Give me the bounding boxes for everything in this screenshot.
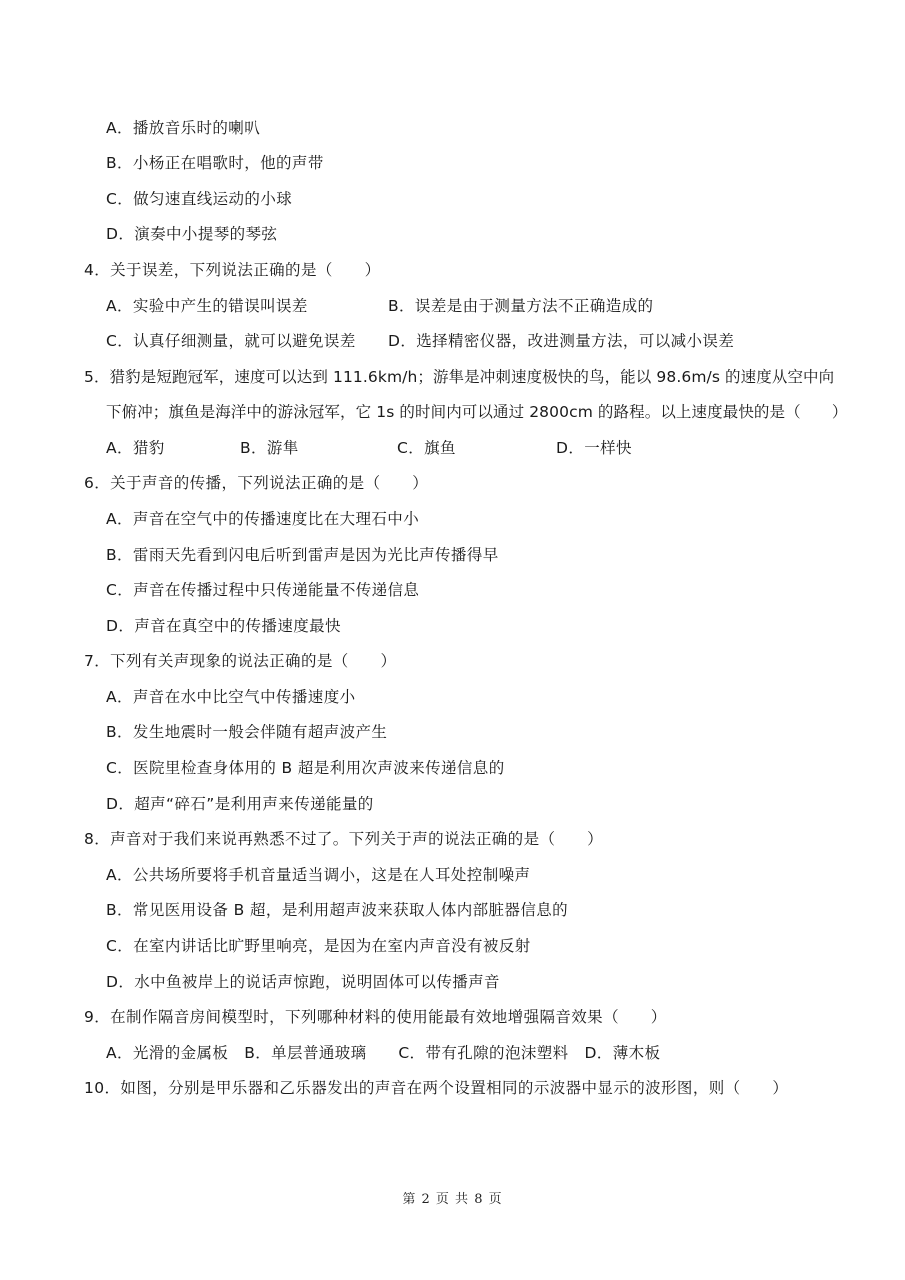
- q8-stem: 8．声音对于我们来说再熟悉不过了。下列关于声的说法正确的是（ ）: [84, 830, 604, 848]
- q6-stem: 6．关于声音的传播，下列说法正确的是（ ）: [84, 474, 429, 492]
- q4-option-c: C．认真仔细测量，就可以避免误差: [106, 332, 356, 350]
- q7-option-d: D．超声“碎石”是利用声来传递能量的: [106, 795, 374, 813]
- q4-option-d: D．选择精密仪器，改进测量方法，可以减小误差: [388, 332, 735, 350]
- q8-option-b: B．常见医用设备 B 超，是利用超声波来获取人体内部脏器信息的: [106, 901, 569, 919]
- q6-option-c: C．声音在传播过程中只传递能量不传递信息: [106, 581, 420, 599]
- q3-option-c: C．做匀速直线运动的小球: [106, 190, 293, 208]
- page-number-footer: 第 2 页 共 8 页: [402, 1192, 503, 1207]
- q7-stem: 7．下列有关声现象的说法正确的是（ ）: [84, 652, 397, 670]
- q7-option-b: B．发生地震时一般会伴随有超声波产生: [106, 723, 388, 741]
- q6-option-d: D．声音在真空中的传播速度最快: [106, 617, 341, 635]
- q4-stem: 4．关于误差，下列说法正确的是（ ）: [84, 261, 381, 279]
- q7-option-a: A．声音在水中比空气中传播速度小: [106, 688, 356, 706]
- q4-option-b: B．误差是由于测量方法不正确造成的: [388, 297, 654, 315]
- q8-option-d: D．水中鱼被岸上的说话声惊跑，说明固体可以传播声音: [106, 973, 500, 991]
- q5-stem-line2: 下俯冲；旗鱼是海洋中的游泳冠军，它 1s 的时间内可以通过 2800cm 的路程。以上速度最快的是（ ）: [106, 403, 848, 421]
- q8-option-a: A．公共场所要将手机音量适当调小，这是在人耳处控制噪声: [106, 866, 531, 884]
- q9-stem: 9．在制作隔音房间模型时，下列哪种材料的使用能最有效地增强隔音效果（ ）: [84, 1008, 667, 1026]
- q6-option-b: B．雷雨天先看到闪电后听到雷声是因为光比声传播得早: [106, 546, 499, 564]
- q7-option-c: C．医院里检查身体用的 B 超是利用次声波来传递信息的: [106, 759, 505, 777]
- q3-option-b: B．小杨正在唱歌时，他的声带: [106, 154, 324, 172]
- q5-option-b: B．游隼: [240, 439, 299, 457]
- q5-option-d: D．一样快: [556, 439, 632, 457]
- q4-option-a: A．实验中产生的错误叫误差: [106, 297, 308, 315]
- q5-stem-line1: 5．猎豹是短跑冠军，速度可以达到 111.6km/h；游隼是冲刺速度极快的鸟，能以 98.6m/s 的速度从空中向: [84, 368, 835, 386]
- q10-stem: 10．如图，分别是甲乐器和乙乐器发出的声音在两个设置相同的示波器中显示的波形图，则（ ）: [84, 1079, 789, 1097]
- q3-option-d: D．演奏中小提琴的琴弦: [106, 225, 278, 243]
- q3-option-a: A．播放音乐时的喇叭: [106, 119, 261, 137]
- q5-option-c: C．旗鱼: [397, 439, 456, 457]
- q6-option-a: A．声音在空气中的传播速度比在大理石中小: [106, 510, 420, 528]
- q8-option-c: C．在室内讲话比旷野里响亮，是因为在室内声音没有被反射: [106, 937, 531, 955]
- q5-option-a: A．猎豹: [106, 439, 165, 457]
- q9-options: A．光滑的金属板 B．单层普通玻璃 C．带有孔隙的泡沫塑料 D．薄木板: [106, 1044, 661, 1062]
